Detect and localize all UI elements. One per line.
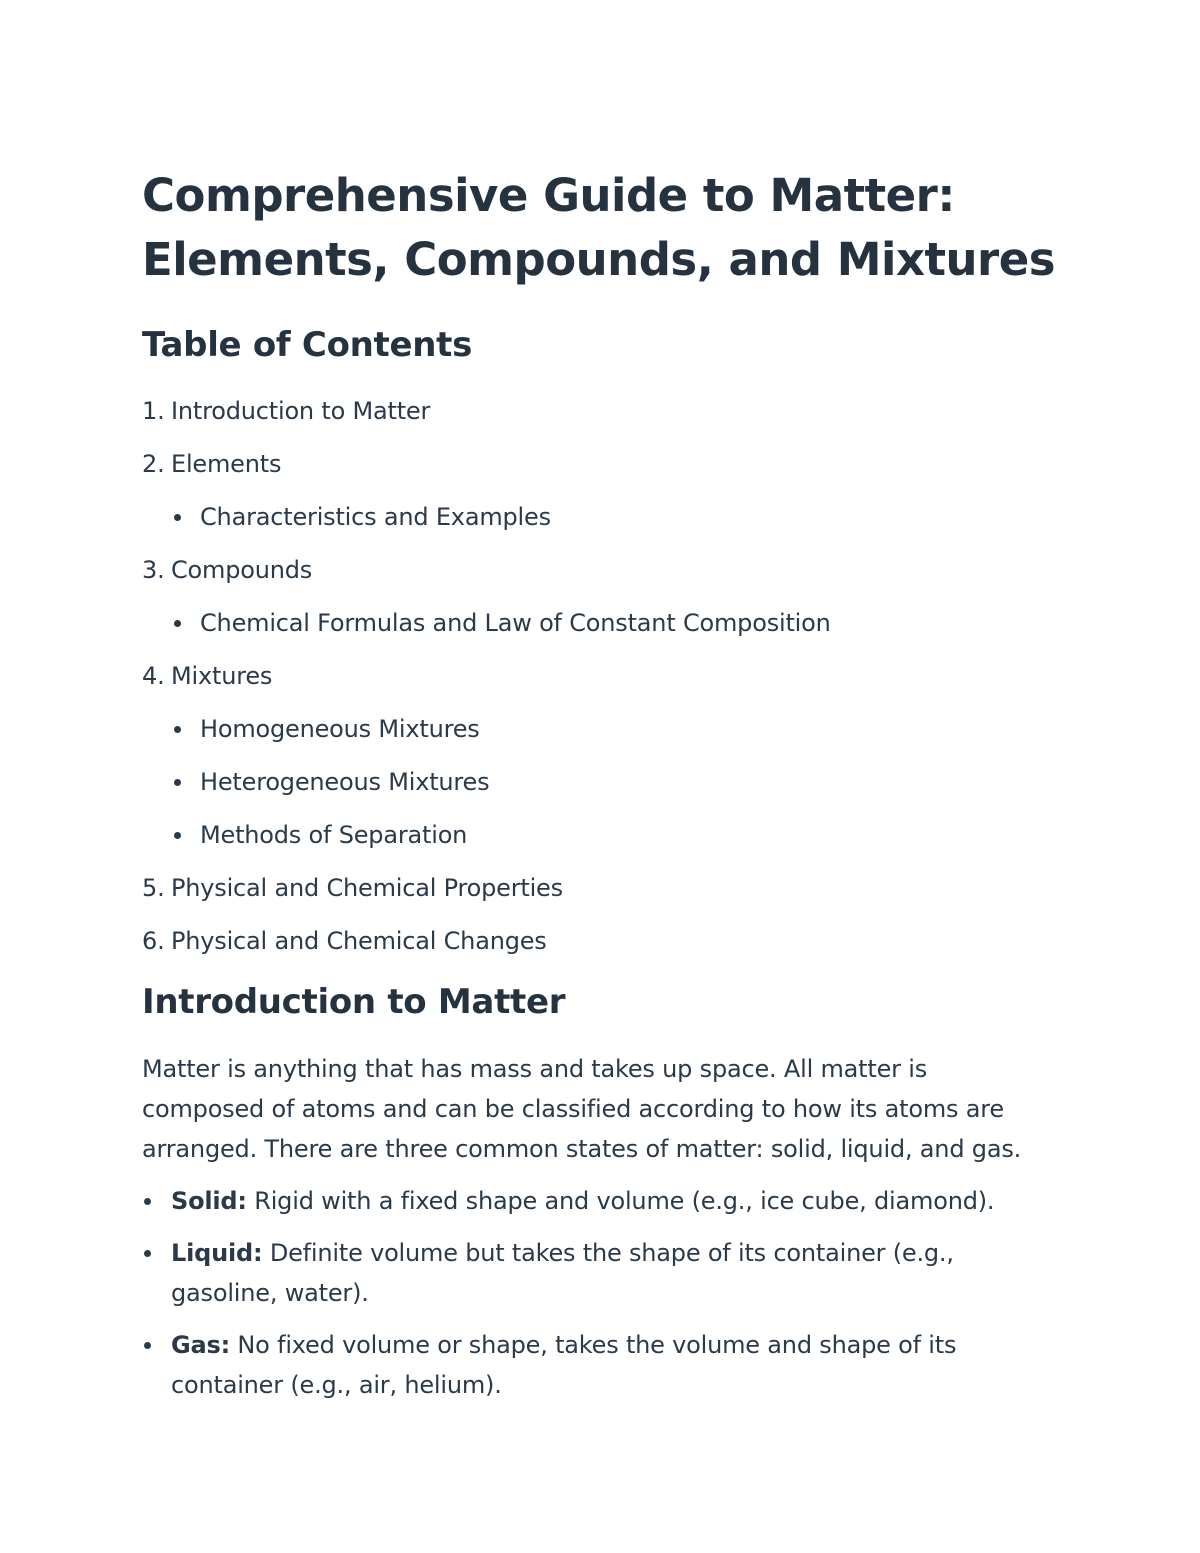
toc-item-label: Compounds: [171, 556, 313, 584]
toc-item-introduction[interactable]: [142, 396, 1062, 426]
toc-item-label: Introduction to Matter: [171, 397, 431, 425]
paragraph-line: Matter is anything that has mass and takes up space. All matter is: [142, 1055, 928, 1083]
document-title: [142, 164, 1062, 292]
state-term: Solid:: [171, 1187, 247, 1215]
toc-item-label: Mixtures: [171, 662, 273, 690]
toc-item-number: 2.: [142, 450, 165, 478]
state-description: Rigid with a fixed shape and volume (e.g., ice cube, diamond).: [246, 1187, 995, 1215]
document-page: [142, 164, 1062, 1417]
toc-item-number: 5.: [142, 874, 165, 902]
toc-subitem-separation[interactable]: Methods of Separation: [142, 820, 1062, 850]
title-line-1: Comprehensive Guide to Matter:: [142, 169, 955, 222]
toc-subitem-characteristics[interactable]: Characteristics and Examples: [142, 502, 1062, 532]
state-line: container (e.g., air, helium).: [171, 1371, 502, 1399]
state-description: Definite volume but takes the shape of its container (e.g.,: [262, 1239, 954, 1267]
state-gas: [142, 1325, 1062, 1405]
state-line: [171, 1181, 1062, 1221]
toc-item-mixtures[interactable]: [142, 661, 1062, 691]
state-line: gasoline, water).: [171, 1279, 369, 1307]
state-description: No fixed volume or shape, takes the volume and shape of its: [229, 1331, 957, 1359]
toc-item-elements[interactable]: [142, 449, 1062, 479]
toc-item-label: Physical and Chemical Properties: [171, 874, 563, 902]
paragraph-line: composed of atoms and can be classified according to how its atoms are: [142, 1095, 1004, 1123]
state-line: [171, 1325, 1062, 1365]
toc-item-number: 4.: [142, 662, 165, 690]
title-line-2: Elements, Compounds, and Mixtures: [142, 233, 1056, 286]
state-term: Liquid:: [171, 1239, 263, 1267]
state-line: [171, 1233, 1062, 1273]
toc-subitem-heterogeneous[interactable]: Heterogeneous Mixtures: [142, 767, 1062, 797]
toc-heading: Table of Contents: [142, 325, 473, 365]
paragraph-line: arranged. There are three common states of matter: solid, liquid, and gas.: [142, 1135, 1022, 1163]
toc-subitem-homogeneous[interactable]: Homogeneous Mixtures: [142, 714, 1062, 744]
states-of-matter-list: [142, 1181, 1062, 1405]
toc-item-changes[interactable]: [142, 926, 1062, 956]
intro-paragraph: [142, 1049, 1062, 1169]
toc-item-properties[interactable]: [142, 873, 1062, 903]
toc-item-compounds[interactable]: [142, 555, 1062, 585]
state-term: Gas:: [171, 1331, 230, 1359]
section-heading-introduction: Introduction to Matter: [142, 982, 566, 1022]
toc-subitem-chemical-formulas[interactable]: Chemical Formulas and Law of Constant Composition: [142, 608, 1062, 638]
state-liquid: [142, 1233, 1062, 1313]
toc-item-number: 3.: [142, 556, 165, 584]
toc-item-number: 1.: [142, 397, 165, 425]
table-of-contents: [142, 396, 1062, 956]
state-solid: [142, 1181, 1062, 1221]
toc-item-label: Physical and Chemical Changes: [171, 927, 547, 955]
toc-item-number: 6.: [142, 927, 165, 955]
toc-item-label: Elements: [171, 450, 282, 478]
